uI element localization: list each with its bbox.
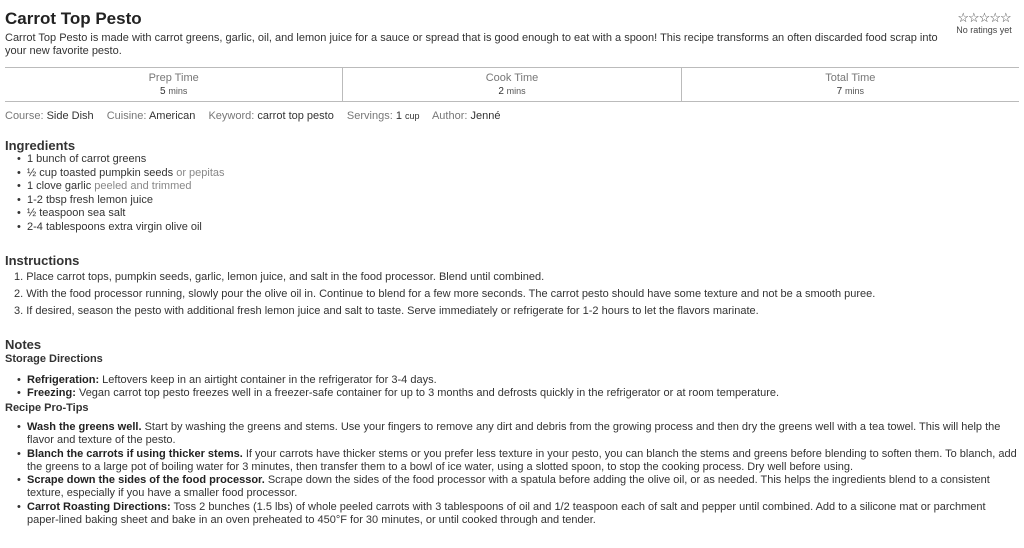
list-item: • 1 bunch of carrot greens <box>15 153 1019 167</box>
list-item: • Freezing: Vegan carrot top pesto freezes well in a freezer-safe container for up to 3 months and defrosts quickly in the refrigerator or at room temperature. <box>15 387 1019 400</box>
time-value: 5 <box>159 86 166 97</box>
time-label: Cook Time <box>485 72 539 84</box>
recipe-times <box>5 67 1019 102</box>
list-item: • Wash the greens well. Start by washing the greens and stems. Use your fingers to remove any dirt and debris from the growing process and then dry the greens well with a tea towel. This will help the flavor and texture of the pesto. <box>15 421 1019 447</box>
rating-widget[interactable] <box>951 11 1017 35</box>
instruction-step: 1. Place carrot tops, pumpkin seeds, garlic, lemon juice, and salt in the food processor. Blend until combined. <box>14 270 545 283</box>
course-label: Course: <box>5 110 44 122</box>
servings-label[interactable]: Servings: <box>346 110 393 122</box>
time-label: Prep Time <box>148 72 199 84</box>
list-item: • 1-2 tbsp fresh lemon juice <box>15 194 1019 208</box>
author-value: Jenné <box>470 110 501 122</box>
time-value: 2 <box>498 86 504 97</box>
recipe-card <box>5 9 1019 528</box>
ingredients-section <box>5 138 1019 235</box>
ingredients-heading: Ingredients <box>5 138 76 153</box>
cuisine-value: American <box>148 110 196 122</box>
servings-unit: cup <box>405 111 420 121</box>
list-item: • Scrape down the sides of the food processor. Scrape down the sides of the food processor with a spatula before adding the olive oil, or as needed. This helps the ingredients blend to a consistent texture, especially if you have a smaller food processor. <box>15 474 1019 500</box>
ingredient-note: or pepitas <box>176 166 225 179</box>
recipe-meta <box>5 109 1019 123</box>
list-item: • ½ teaspoon sea salt <box>15 207 1019 221</box>
list-item: • ½ cup toasted pumpkin seeds or pepitas <box>15 167 1019 181</box>
rating-count-text: No ratings yet <box>956 25 1012 35</box>
author-label: Author: <box>431 110 468 122</box>
recipe-summary: Carrot Top Pesto is made with carrot greens, garlic, oil, and lemon juice for a sauce or spread that is good enough to eat with a spoon! This recipe transforms an often discarded food scrap into your new favorite pesto. <box>5 32 938 57</box>
list-item: • Blanch the carrots if using thicker stems. If your carrots have thicker stems or you prefer less texture in your pesto, you can blanch the stems and greens before blending to soften them. To blanch, add the greens to a large pot of boiling water for 3 minutes, then transfer them to a bowl of ice water, using a slotted spoon, to stop the cooking process. Dry well before using. <box>15 448 1019 474</box>
recipe-header <box>5 9 1019 58</box>
time-unit: mins <box>506 86 526 96</box>
instruction-step: 2. With the food processor running, slowly pour the olive oil in. Continue to blend for a few more seconds. The carrot pesto should have some texture and not be a smooth puree. <box>14 287 876 300</box>
notes-heading: Notes <box>5 336 42 352</box>
ingredients-list <box>15 153 1019 235</box>
time-label: Total Time <box>825 72 876 84</box>
list-item: • Refrigeration: Leftovers keep in an airtight container in the refrigerator for 3-4 days. <box>15 374 1019 387</box>
keyword-value: carrot top pesto <box>257 110 334 122</box>
time-unit: mins <box>844 86 864 96</box>
storage-list <box>15 374 1019 401</box>
star-rating-icon[interactable]: ☆☆☆☆☆ <box>957 10 1011 25</box>
recipe-title: Carrot Top Pesto <box>5 9 142 28</box>
instruction-step: 3. If desired, season the pesto with additional fresh lemon juice and salt to taste. Serve immediately or refrigerate for 1-2 hours to let the flavors marinate. <box>14 304 759 317</box>
tips-heading: Recipe Pro-Tips <box>5 402 89 415</box>
cuisine-label: Cuisine: <box>106 110 147 122</box>
servings-value[interactable]: 1 <box>395 110 402 122</box>
cook-time <box>343 68 681 101</box>
tips-list <box>15 421 1019 526</box>
instructions-heading: Instructions <box>5 252 80 268</box>
list-item: • 1 clove garlic peeled and trimmed <box>15 180 1019 194</box>
keyword-label: Keyword: <box>208 110 255 122</box>
time-unit: mins <box>168 86 188 96</box>
list-item: • Carrot Roasting Directions: Toss 2 bunches (1.5 lbs) of whole peeled carrots with 3 tablespoons of oil and 1/2 teaspoon each of salt and pepper until combined. Add to a silicone mat or parchment paper-lined baking sheet and bake in an oven preheated to 450°F for 30 minutes, or until cooked through and tender. <box>15 501 1019 527</box>
notes-section <box>5 337 1019 527</box>
time-value: 7 <box>836 86 843 97</box>
instructions-list <box>5 269 1019 320</box>
prep-time <box>5 68 343 101</box>
storage-heading: Storage Directions <box>5 352 103 365</box>
list-item: • 2-4 tablespoons extra virgin olive oil <box>15 221 1019 235</box>
total-time <box>682 68 1019 101</box>
instructions-section <box>5 253 1019 320</box>
course-value: Side Dish <box>46 110 94 122</box>
ingredient-note: peeled and trimmed <box>94 180 192 193</box>
